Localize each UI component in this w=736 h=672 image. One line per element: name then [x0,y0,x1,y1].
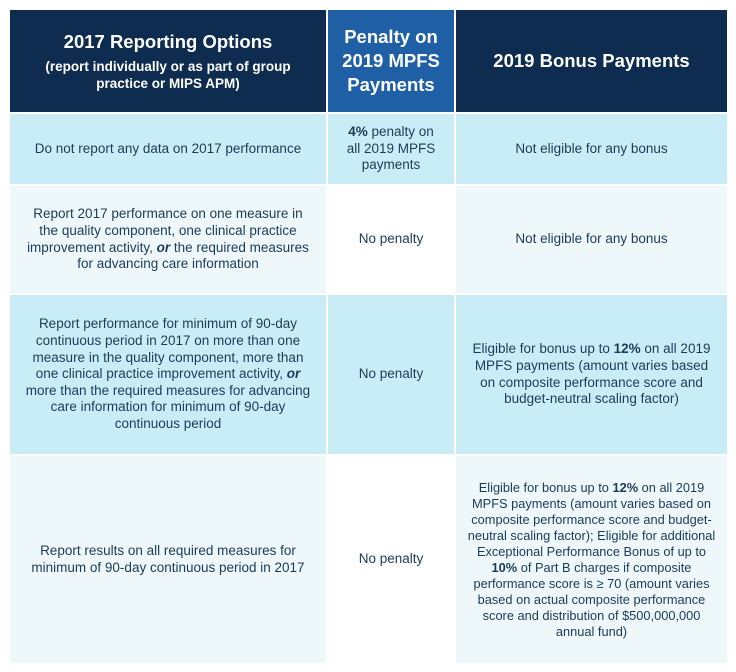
row2-option-a: Report 2017 performance on one measure in the quality component, one clinical practice improvement activity, [27,206,303,255]
header-reporting-options-subtitle: (report individually or as part of group practice or MIPS APM) [45,59,291,91]
row2-bonus-text: Not eligible for any bonus [515,231,668,247]
row1-bonus [456,114,727,186]
header-penalty-title: Penalty on 2019 MPFS Payments [342,26,440,95]
row1-penalty-rest: penalty on all 2019 MPFS payments [346,124,436,173]
header-penalty [326,10,456,114]
row4-bonus-c: of Part B charges if composite performance score is ≥ 70 (amount varies based on actual composite performance score and distribution of $500,000,000 annual fund) [473,559,710,639]
row3-bonus-text [470,341,713,407]
row1-penalty-text [342,124,440,174]
row4-bonus-b: on all 2019 MPFS payments (amount varies based on composite performance score and budget-neutral scaling factor); Eligible for additional Exceptional Performance Bonus of up to [467,479,716,559]
row4-bonus-a: Eligible for bonus up to [478,479,613,495]
row4-option-text: Report results on all required measures for minimum of 90-day continuous period in 2017 [31,542,305,575]
row4-bonus-pct: 12% [612,479,639,495]
header-bonus-title: 2019 Bonus Payments [493,50,690,71]
row3-bonus-b: on all 2019 MPFS payments (amount varies based on composite performance score and budget-neutral scaling factor) [474,341,711,407]
row4-bonus-text [466,480,717,640]
row3-bonus-pct: 12% [613,341,641,357]
row2-bonus [456,186,727,295]
row2-option-b: the required measures for advancing care information [77,239,309,272]
row2-option-text [24,206,312,272]
row3-bonus-a: Eligible for bonus up to [472,341,614,357]
row1-bonus-text: Not eligible for any bonus [515,140,668,156]
row3-penalty [326,295,456,456]
reporting-options-table [10,10,727,665]
row3-penalty-text: No penalty [358,366,424,382]
row1-penalty-pct: 4% [348,124,368,140]
header-reporting-options-title: 2017 Reporting Options [63,31,273,52]
row3-bonus [456,295,727,456]
row1-option [10,114,326,186]
row4-penalty [326,456,456,665]
row1-penalty [326,114,456,186]
row3-option-b: more than the required measures for advancing care information for minimum of 90-day continuous period [25,382,311,431]
row4-bonus [456,456,727,665]
row2-penalty-text: No penalty [358,231,424,247]
row3-option-or: or [286,366,301,382]
row3-option-text [24,316,312,432]
header-reporting-options [10,10,326,114]
row4-penalty-text: No penalty [358,551,424,567]
row4-bonus-pct2: 10% [491,559,518,575]
row2-penalty [326,186,456,295]
row4-option [10,456,326,665]
header-bonus [456,10,727,114]
row2-option [10,186,326,295]
row3-option [10,295,326,456]
row1-option-text: Do not report any data on 2017 performance [34,140,302,156]
row3-option-a: Report performance for minimum of 90-day continuous period in 2017 on more than one measure in the quality component, more than one clinical practice improvement activity, [32,316,304,382]
row2-option-or: or [156,239,171,255]
